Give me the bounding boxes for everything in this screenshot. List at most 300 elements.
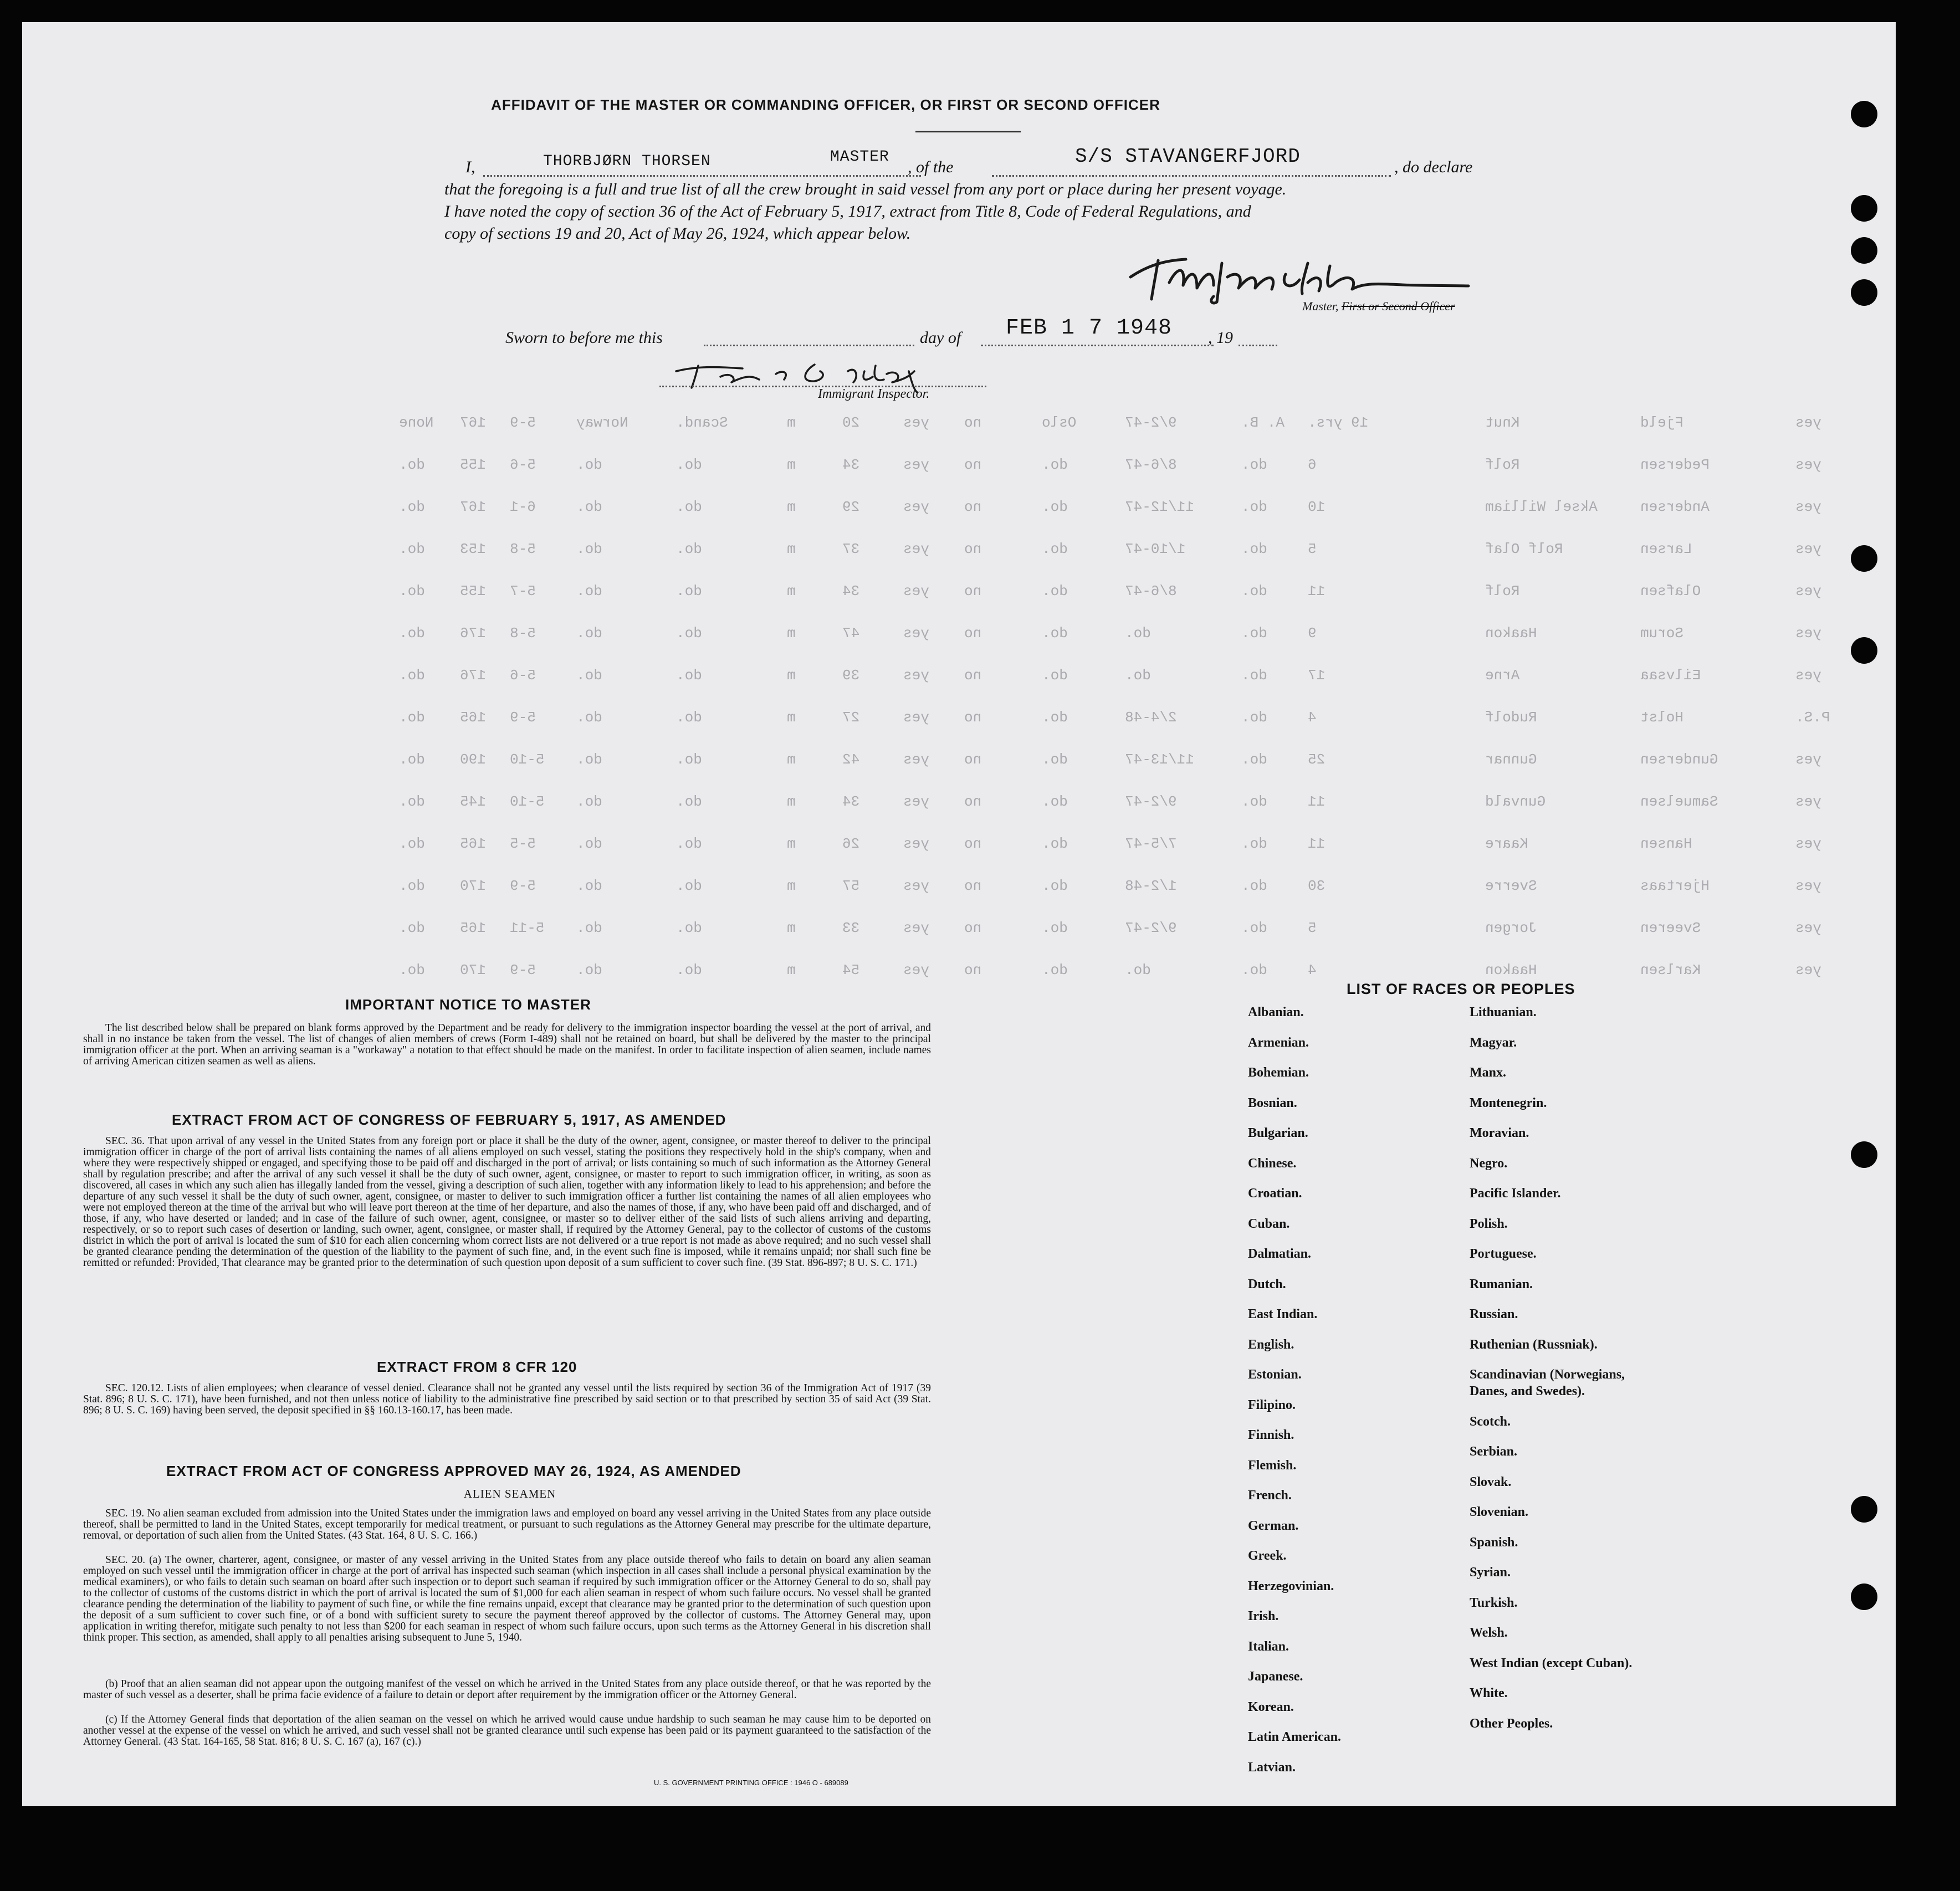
ghost-cell: 11/13-47 xyxy=(1125,751,1194,768)
ghost-cell: yes xyxy=(903,920,929,936)
ghost-cell: m xyxy=(787,836,796,852)
race-item: West Indian (except Cuban). xyxy=(1470,1656,1633,1670)
ghost-cell: do. xyxy=(676,920,702,936)
ghost-cell: do. xyxy=(1042,625,1068,642)
ghost-cell: do. xyxy=(1042,920,1068,936)
ghost-cell: Sveeren xyxy=(1640,920,1701,936)
ghost-cell: 5-6 xyxy=(510,667,536,684)
ghost-cell: yes xyxy=(903,499,929,515)
ghost-cell: Kaare xyxy=(1485,836,1529,852)
extract-1917-title: EXTRACT FROM ACT OF CONGRESS OF FEBRUARY 5, 1917, AS AMENDED xyxy=(172,1111,726,1128)
ghost-cell: 165 xyxy=(460,709,486,726)
race-item: Slovak. xyxy=(1470,1474,1512,1489)
ghost-cell: do. xyxy=(399,836,425,852)
ghost-cell: Holst xyxy=(1640,709,1684,726)
ghost-cell: 10 xyxy=(1308,499,1326,515)
extract-1924-sec20c: (c) If the Attorney General finds that deportation of the alien seaman on the vessel on which he arrived would cause undue hardship to such seaman he may cause him to be deported on another vessel at the expense of the vessel on which he arrived, and such vessel shall not be granted clearance until such expense has been paid or its payment guaranteed to the satisfaction of the Attorney General. (43 Stat. 164-165, 58 Stat. 816; 8 U. S. C. 167 (a), 167 (c).) xyxy=(83,1714,931,1747)
day-of-text: day of xyxy=(920,329,961,347)
ghost-cell: do. xyxy=(576,541,602,557)
ghost-cell: do. xyxy=(1125,667,1151,684)
punch-hole xyxy=(1851,101,1877,127)
ghost-cell: do. xyxy=(1042,541,1068,557)
ghost-cell: 5-9 xyxy=(510,878,536,894)
affidavit-title: AFFIDAVIT OF THE MASTER OR COMMANDING OFFICER, OR FIRST OR SECOND OFFICER xyxy=(491,96,1160,113)
ghost-cell: yes xyxy=(903,414,929,431)
ghost-cell: do. xyxy=(576,667,602,684)
ghost-cell: 11/12-47 xyxy=(1125,499,1194,515)
ghost-cell: 34 xyxy=(842,793,860,810)
ghost-cell: 2/4-48 xyxy=(1125,709,1177,726)
ghost-cell: yes xyxy=(903,962,929,978)
race-item: White. xyxy=(1470,1686,1508,1700)
ghost-cell: do. xyxy=(1125,625,1151,642)
race-item: Japanese. xyxy=(1248,1669,1303,1684)
ghost-cell: Eilvsaa xyxy=(1640,667,1701,684)
ghost-cell: do. xyxy=(576,499,602,515)
ghost-cell: 8/6-47 xyxy=(1125,457,1177,473)
ghost-cell: Sorum xyxy=(1640,625,1684,642)
ghost-cell: do. xyxy=(399,583,425,599)
ghost-cell: do. xyxy=(1241,625,1267,642)
ghost-cell: Arne xyxy=(1485,667,1520,684)
ghost-cell: 47 xyxy=(842,625,860,642)
race-item: Russian. xyxy=(1470,1307,1518,1321)
ghost-cell: 34 xyxy=(842,583,860,599)
ghost-cell: do. xyxy=(1042,836,1068,852)
ghost-cell: no xyxy=(964,836,982,852)
ghost-cell: 27 xyxy=(842,709,860,726)
race-item: Dalmatian. xyxy=(1248,1247,1311,1261)
ghost-cell: Aksel William xyxy=(1485,499,1598,515)
race-item: Scandinavian (Norwegians, xyxy=(1470,1367,1625,1382)
ghost-cell: yes xyxy=(1795,793,1821,810)
ghost-cell: m xyxy=(787,667,796,684)
ghost-cell: yes xyxy=(903,836,929,852)
ghost-cell: 1/10-47 xyxy=(1125,541,1186,557)
race-item: Flemish. xyxy=(1248,1458,1297,1473)
race-item: Lithuanian. xyxy=(1470,1005,1537,1019)
sworn-date-stamp: FEB 1 7 1948 xyxy=(1006,316,1173,341)
punch-hole xyxy=(1851,1141,1877,1168)
race-item: Latvian. xyxy=(1248,1760,1296,1775)
race-item: Pacific Islander. xyxy=(1470,1186,1561,1201)
race-item: Croatian. xyxy=(1248,1186,1302,1201)
punch-hole xyxy=(1851,545,1877,572)
ghost-cell: 176 xyxy=(460,625,486,642)
ghost-cell: do. xyxy=(576,920,602,936)
ghost-cell: None xyxy=(399,414,434,431)
ghost-cell: 155 xyxy=(460,583,486,599)
ghost-cell: 9/2-47 xyxy=(1125,920,1177,936)
ghost-cell: do. xyxy=(399,751,425,768)
ghost-cell: m xyxy=(787,751,796,768)
ghost-cell: do. xyxy=(1241,541,1267,557)
ghost-cell: P.S. xyxy=(1795,709,1830,726)
ghost-cell: 1/2-48 xyxy=(1125,878,1177,894)
ghost-cell: do. xyxy=(1241,709,1267,726)
race-item: Finnish. xyxy=(1248,1428,1294,1442)
ghost-cell: yes xyxy=(903,457,929,473)
ghost-cell: Norway xyxy=(576,414,628,431)
ghost-cell: do. xyxy=(399,878,425,894)
ghost-cell: Gunvald xyxy=(1485,793,1546,810)
ghost-cell: no xyxy=(964,667,982,684)
ghost-cell: yes xyxy=(1795,667,1821,684)
race-item: Italian. xyxy=(1248,1639,1289,1654)
extract-1924-subtitle: ALIEN SEAMEN xyxy=(463,1487,556,1500)
ghost-cell: yes xyxy=(903,709,929,726)
races-title: LIST OF RACES OR PEOPLES xyxy=(1347,981,1575,997)
ghost-cell: 19 yrs. xyxy=(1308,414,1369,431)
ghost-cell: 5-11 xyxy=(510,920,545,936)
ghost-cell: 190 xyxy=(460,751,486,768)
ghost-cell: do. xyxy=(1241,751,1267,768)
ghost-cell: Rolf xyxy=(1485,457,1520,473)
affidavit-line-3: copy of sections 19 and 20, Act of May 26, 1924, which appear below. xyxy=(444,224,911,243)
affidavit-line-1: that the foregoing is a full and true list of all the crew brought in said vessel from any port or place during her present voyage. xyxy=(444,180,1287,198)
ghost-cell: 5-9 xyxy=(510,709,536,726)
ghost-cell: do. xyxy=(1042,583,1068,599)
inspector-caption: Immigrant Inspector. xyxy=(818,387,930,401)
vessel-name: S/S STAVANGERFJORD xyxy=(1075,145,1301,168)
ghost-cell: no xyxy=(964,457,982,473)
race-item: Magyar. xyxy=(1470,1035,1517,1050)
ghost-cell: do. xyxy=(576,457,602,473)
ghost-cell: Hjertaas xyxy=(1640,878,1710,894)
ghost-cell: do. xyxy=(1241,962,1267,978)
ghost-cell: yes xyxy=(1795,878,1821,894)
ghost-cell: m xyxy=(787,709,796,726)
ghost-cell: m xyxy=(787,541,796,557)
ghost-cell: do. xyxy=(399,962,425,978)
ghost-cell: do. xyxy=(1241,499,1267,515)
ghost-cell: 145 xyxy=(460,793,486,810)
race-item: Bulgarian. xyxy=(1248,1126,1308,1140)
ghost-cell: do. xyxy=(676,709,702,726)
ghost-cell: 9/2-47 xyxy=(1125,414,1177,431)
race-item: Ruthenian (Russniak). xyxy=(1470,1337,1598,1352)
name-line xyxy=(483,175,921,177)
race-item: Scotch. xyxy=(1470,1414,1511,1429)
sworn-day-line xyxy=(704,345,914,346)
race-item: Syrian. xyxy=(1470,1565,1511,1580)
ghost-cell: do. xyxy=(399,457,425,473)
ghost-cell: 17 xyxy=(1308,667,1326,684)
extract-1924-sec20a: SEC. 20. (a) The owner, charterer, agent, consignee, or master of any vessel arriving in the United States from any place outside thereof who fails to detain on board any alien seaman employed on such vessel until the immigration officer in charge at the port of arrival has inspected such seaman (which inspection in all cases shall include a personal physical examination by the medical examiners), or who fails to detain such seaman on board after such inspection or to deport such seaman if required by such immigration officer or the Attorney General to do so, shall pay to the collector of customs of the customs district in which the port of arrival is located the sum of $1,000 for each alien seaman in respect of whom such failure occurs. No vessel shall be granted clearance pending the determination of the liability to payment of such fine, or while the fine remains unpaid, except that clearance may be granted prior to the determination of such question upon the deposit of a sum sufficient to cover such fine, or of a bond with sufficient surety to secure the payment thereof approved by the collector of customs. The Attorney General may, upon application in writing therefor, mitigate such penalty to not less than $200 for each seaman in respect of whom such failure occurs, upon such terms as the Attorney General in his discretion shall think proper. This section, as amended, shall apply to all penalties arising subsequent to June 5, 1940. xyxy=(83,1554,931,1643)
ghost-cell: yes xyxy=(1795,625,1821,642)
ghost-cell: 153 xyxy=(460,541,486,557)
ghost-cell: 39 xyxy=(842,667,860,684)
ghost-cell: 5 xyxy=(1308,541,1317,557)
ghost-cell: 170 xyxy=(460,878,486,894)
ghost-cell: Oslo xyxy=(1042,414,1077,431)
printer-imprint: U. S. GOVERNMENT PRINTING OFFICE : 1946 O - 689089 xyxy=(654,1779,848,1787)
ghost-cell: do. xyxy=(576,962,602,978)
race-item: Spanish. xyxy=(1470,1535,1518,1550)
ghost-cell: 25 xyxy=(1308,751,1326,768)
ghost-cell: do. xyxy=(676,499,702,515)
ghost-cell: 5-9 xyxy=(510,414,536,431)
ghost-cell: Jorgen xyxy=(1485,920,1537,936)
ghost-cell: Haakon xyxy=(1485,625,1537,642)
ghost-cell: 11 xyxy=(1308,583,1326,599)
ghost-cell: 167 xyxy=(460,414,486,431)
ghost-cell: Sverre xyxy=(1485,878,1537,894)
ghost-cell: Larsen xyxy=(1640,541,1692,557)
ghost-cell: no xyxy=(964,751,982,768)
ghost-cell: 30 xyxy=(1308,878,1326,894)
ghost-cell: 5-7 xyxy=(510,583,536,599)
ghost-cell: 155 xyxy=(460,457,486,473)
rank: MASTER xyxy=(830,148,889,166)
ghost-cell: Rolf xyxy=(1485,583,1520,599)
ghost-cell: do. xyxy=(399,920,425,936)
ghost-cell: do. xyxy=(1241,583,1267,599)
ghost-cell: do. xyxy=(676,457,702,473)
ghost-cell: yes xyxy=(1795,836,1821,852)
ghost-cell: 5-10 xyxy=(510,751,545,768)
ghost-cell: 176 xyxy=(460,667,486,684)
ghost-cell: Haakon xyxy=(1485,962,1537,978)
ghost-cell: do. xyxy=(399,709,425,726)
race-item: Estonian. xyxy=(1248,1367,1302,1382)
ghost-cell: do. xyxy=(576,836,602,852)
ghost-cell: do. xyxy=(399,499,425,515)
ghost-cell: 6 xyxy=(1308,457,1317,473)
ghost-cell: do. xyxy=(1042,499,1068,515)
ghost-cell: Scand. xyxy=(676,414,728,431)
ghost-cell: Karlsen xyxy=(1640,962,1701,978)
ghost-cell: m xyxy=(787,793,796,810)
ghost-cell: do. xyxy=(576,751,602,768)
punch-hole xyxy=(1851,637,1877,664)
race-item: Cuban. xyxy=(1248,1216,1290,1231)
ghost-cell: yes xyxy=(1795,583,1821,599)
master-caption-struck: First or Second Officer xyxy=(1341,299,1455,313)
ghost-cell: m xyxy=(787,457,796,473)
ghost-cell: yes xyxy=(1795,751,1821,768)
race-item: Montenegrin. xyxy=(1470,1095,1547,1110)
ghost-cell: no xyxy=(964,920,982,936)
ghost-cell: do. xyxy=(676,751,702,768)
ghost-cell: yes xyxy=(1795,962,1821,978)
ghost-cell: 26 xyxy=(842,836,860,852)
year-suffix: , 19 xyxy=(1208,329,1233,347)
ghost-cell: Hansen xyxy=(1640,836,1692,852)
notice-body: The list described below shall be prepared on blank forms approved by the Department and be ready for delivery to the immigration inspector boarding the vessel at the port of arrival, and shall in no instance be taken from the vessel. The list of changes of alien members of crews (Form I-489) shall not be retained on board, but shall be delivered by the master to the principal immigration officer at the port. When an arriving seaman is a "workaway" a notation to that effect should be made on the manifest. In order to facilitate inspection of alien seamen, include names of arriving American citizen seamen as well as aliens. xyxy=(83,1022,931,1067)
ghost-cell: do. xyxy=(576,793,602,810)
race-item: Welsh. xyxy=(1470,1626,1508,1640)
race-item: Greek. xyxy=(1248,1549,1287,1563)
ghost-cell: do. xyxy=(1042,751,1068,768)
punch-hole xyxy=(1851,237,1877,264)
ghost-cell: do. xyxy=(399,625,425,642)
ghost-cell: 5-5 xyxy=(510,836,536,852)
extract-1917-body: SEC. 36. That upon arrival of any vessel in the United States from any foreign port or place it shall be the duty of the owner, agent, consignee, or master thereof to deliver to the principal immigration officer in charge of the port of arrival lists containing the names of all aliens employed on such vessel, stating the positions they respectively hold in the ship's company, when and where they were respectively shipped or engaged, and specifying those to be paid off and discharged in the port of arrival; or lists containing so much of such information as the Attorney General shall by regulation prescribe; and after the arrival of any such vessel it shall be the duty of such owner, agent, consignee, or master to report to such immigration officer, in writing, as soon as discovered, all cases in which any such alien has illegally landed from the vessel, giving a description of such alien, together with any information likely to lead to his apprehension; and before the departure of any such vessel it shall be the duty of such owner, agent, consignee, or master to deliver to such immigration officer a further list containing the names of all alien employees who were not employed thereon at the time of the arrival but who will leave port thereon at the time of her departure, and also the names of those, if any, who have been paid off and discharged, and of those, if any, who have deserted or landed; and in case of the failure of such owner, agent, consignee, or master so to deliver either of the said lists of such aliens arriving and departing, respectively, or so to report such cases of desertion or landing, such owner, agent, consignee, or master shall, if required by the Attorney General, pay to the collector of customs of the customs district in which the port of arrival is located the sum of $10 for each alien concerning whom correct lists are not delivered or a true report is not made as above required; and no such vessel shall be granted clearance pending the determination of the question of the liability to the payment of such fine, and, in the event such fine is imposed, while it remains unpaid; nor shall such fine be remitted or refunded: Provided, That clearance may be granted prior to the determination of such question upon deposit of a sum sufficient to cover such fine. (39 Stat. 896-897; 8 U. S. C. 171.) xyxy=(83,1135,931,1269)
ghost-cell: Fjeld xyxy=(1640,414,1684,431)
race-item: Slovenian. xyxy=(1470,1505,1529,1519)
race-item: Polish. xyxy=(1470,1216,1508,1231)
affidavit-i: I, xyxy=(465,158,475,176)
ghost-cell: 57 xyxy=(842,878,860,894)
race-item: Turkish. xyxy=(1470,1595,1518,1610)
ghost-cell: 33 xyxy=(842,920,860,936)
ghost-cell: do. xyxy=(1241,793,1267,810)
ghost-cell: 8/6-47 xyxy=(1125,583,1177,599)
ghost-cell: 11 xyxy=(1308,793,1326,810)
vessel-line xyxy=(992,175,1391,177)
ghost-cell: Andersen xyxy=(1640,499,1710,515)
ghost-cell: 5 xyxy=(1308,920,1317,936)
ghost-cell: 9 xyxy=(1308,625,1317,642)
extract-1924-sec19: SEC. 19. No alien seaman excluded from admission into the United States under the immigration laws and employed on board any vessel arriving in the United States from any place outside thereof, shall be permitted to land in the United States, except temporarily for medical treatment, or pursuant to such regulations as the Attorney General may prescribe for the ultimate departure, removal, or deportation of such alien from the United States. (43 Stat. 164, 8 U. S. C. 166.) xyxy=(83,1508,931,1541)
ghost-cell: 167 xyxy=(460,499,486,515)
notice-title: IMPORTANT NOTICE TO MASTER xyxy=(345,996,591,1013)
ghost-cell: 5-6 xyxy=(510,457,536,473)
ghost-cell: do. xyxy=(399,541,425,557)
race-item: Other Peoples. xyxy=(1470,1716,1553,1731)
ghost-cell: m xyxy=(787,625,796,642)
ghost-cell: do. xyxy=(676,878,702,894)
master-caption-prefix: Master, xyxy=(1302,299,1339,313)
race-item: Manx. xyxy=(1470,1065,1506,1080)
ghost-cell: 5-9 xyxy=(510,962,536,978)
race-item: Rumanian. xyxy=(1470,1277,1533,1292)
ghost-cell: 5-10 xyxy=(510,793,545,810)
ghost-cell: yes xyxy=(903,878,929,894)
ghost-cell: m xyxy=(787,962,796,978)
ghost-cell: yes xyxy=(903,667,929,684)
ghost-cell: no xyxy=(964,962,982,978)
ghost-cell: Knut xyxy=(1485,414,1520,431)
race-item: Filipino. xyxy=(1248,1397,1296,1412)
ghost-cell: no xyxy=(964,414,982,431)
ghost-cell: do. xyxy=(1042,793,1068,810)
master-caption xyxy=(1302,299,1455,314)
ghost-cell: 37 xyxy=(842,541,860,557)
ghost-cell: Gundersen xyxy=(1640,751,1718,768)
title-rule xyxy=(915,131,1021,132)
ghost-cell: do. xyxy=(1042,962,1068,978)
ghost-cell: do. xyxy=(1042,667,1068,684)
ghost-cell: 20 xyxy=(842,414,860,431)
sworn-date-line xyxy=(981,345,1214,346)
ghost-cell: 6-1 xyxy=(510,499,536,515)
race-item: Armenian. xyxy=(1248,1035,1309,1050)
ghost-cell: yes xyxy=(1795,414,1821,431)
ghost-cell: do. xyxy=(1241,457,1267,473)
race-item: German. xyxy=(1248,1518,1299,1533)
manifest-page xyxy=(22,22,1896,1806)
ghost-cell: yes xyxy=(903,541,929,557)
of-the: , of the xyxy=(908,158,954,176)
ghost-cell: 11 xyxy=(1308,836,1326,852)
ghost-cell: do. xyxy=(1241,667,1267,684)
ghost-cell: do. xyxy=(399,667,425,684)
ghost-cell: do. xyxy=(676,541,702,557)
ghost-cell: 7/5-47 xyxy=(1125,836,1177,852)
master-signature xyxy=(1125,244,1491,305)
do-declare: , do declare xyxy=(1394,158,1473,176)
ghost-cell: do. xyxy=(1241,836,1267,852)
ghost-cell: Rudolf xyxy=(1485,709,1537,726)
ghost-cell: Samuelsen xyxy=(1640,793,1718,810)
extract-1924-sec20b: (b) Proof that an alien seaman did not appear upon the outgoing manifest of the vessel on which he arrived in the United States from any place outside thereof, or that he was reported by the master of such vessel as a deserter, shall be prima facie evidence of a failure to detain or deport after requirement by the immigration officer or the Attorney General. xyxy=(83,1678,931,1701)
race-item: Bosnian. xyxy=(1248,1095,1297,1110)
race-item: Latin American. xyxy=(1248,1730,1341,1744)
extract-1924-title: EXTRACT FROM ACT OF CONGRESS APPROVED MAY 26, 1924, AS AMENDED xyxy=(166,1463,741,1479)
ghost-cell: 170 xyxy=(460,962,486,978)
ghost-cell: do. xyxy=(1241,920,1267,936)
ghost-cell: Gunnar xyxy=(1485,751,1537,768)
race-item: Dutch. xyxy=(1248,1277,1286,1292)
race-item: Bohemian. xyxy=(1248,1065,1309,1080)
race-item: Negro. xyxy=(1470,1156,1508,1171)
ghost-cell: do. xyxy=(576,878,602,894)
ghost-cell: do. xyxy=(676,962,702,978)
ghost-cell: Olafsen xyxy=(1640,583,1701,599)
punch-hole xyxy=(1851,279,1877,306)
ghost-cell: m xyxy=(787,920,796,936)
ghost-cell: yes xyxy=(903,583,929,599)
punch-hole xyxy=(1851,195,1877,222)
race-item: Serbian. xyxy=(1470,1444,1518,1459)
ghost-cell: no xyxy=(964,709,982,726)
race-item: English. xyxy=(1248,1337,1294,1352)
ghost-cell: do. xyxy=(676,625,702,642)
ghost-cell: 29 xyxy=(842,499,860,515)
race-item: East Indian. xyxy=(1248,1307,1318,1321)
ghost-cell: yes xyxy=(903,625,929,642)
extract-cfr-title: EXTRACT FROM 8 CFR 120 xyxy=(377,1359,577,1375)
ghost-cell: yes xyxy=(1795,920,1821,936)
ghost-cell: do. xyxy=(676,667,702,684)
ghost-cell: no xyxy=(964,583,982,599)
ghost-cell: do. xyxy=(1241,878,1267,894)
ghost-cell: 5-8 xyxy=(510,541,536,557)
ghost-cell: do. xyxy=(1042,878,1068,894)
year-line xyxy=(1239,345,1277,346)
ghost-cell: m xyxy=(787,499,796,515)
ghost-cell: no xyxy=(964,541,982,557)
master-name: THORBJØRN THORSEN xyxy=(543,153,711,170)
race-item: Portuguese. xyxy=(1470,1247,1537,1261)
affidavit-line-2: I have noted the copy of section 36 of the Act of February 5, 1917, extract from Title 8, Code of Federal Regulations, and xyxy=(444,202,1251,221)
ghost-cell: 4 xyxy=(1308,709,1317,726)
ghost-cell: Rolf Olaf xyxy=(1485,541,1563,557)
race-item: Herzegovinian. xyxy=(1248,1579,1334,1593)
ghost-cell: m xyxy=(787,583,796,599)
race-item: Moravian. xyxy=(1470,1126,1529,1140)
ghost-cell: do. xyxy=(1042,709,1068,726)
ghost-cell: 54 xyxy=(842,962,860,978)
punch-hole xyxy=(1851,1496,1877,1523)
ghost-cell: do. xyxy=(1042,457,1068,473)
ghost-cell: 34 xyxy=(842,457,860,473)
ghost-cell: 42 xyxy=(842,751,860,768)
ghost-cell: do. xyxy=(576,709,602,726)
race-item: Danes, and Swedes). xyxy=(1470,1384,1585,1398)
ghost-cell: 9/2-47 xyxy=(1125,793,1177,810)
ghost-cell: do. xyxy=(576,625,602,642)
ghost-cell: no xyxy=(964,878,982,894)
ghost-cell: m xyxy=(787,878,796,894)
ghost-cell: do. xyxy=(576,583,602,599)
ghost-cell: no xyxy=(964,625,982,642)
ghost-cell: do. xyxy=(676,583,702,599)
race-item: Korean. xyxy=(1248,1699,1294,1714)
ghost-cell: 165 xyxy=(460,836,486,852)
